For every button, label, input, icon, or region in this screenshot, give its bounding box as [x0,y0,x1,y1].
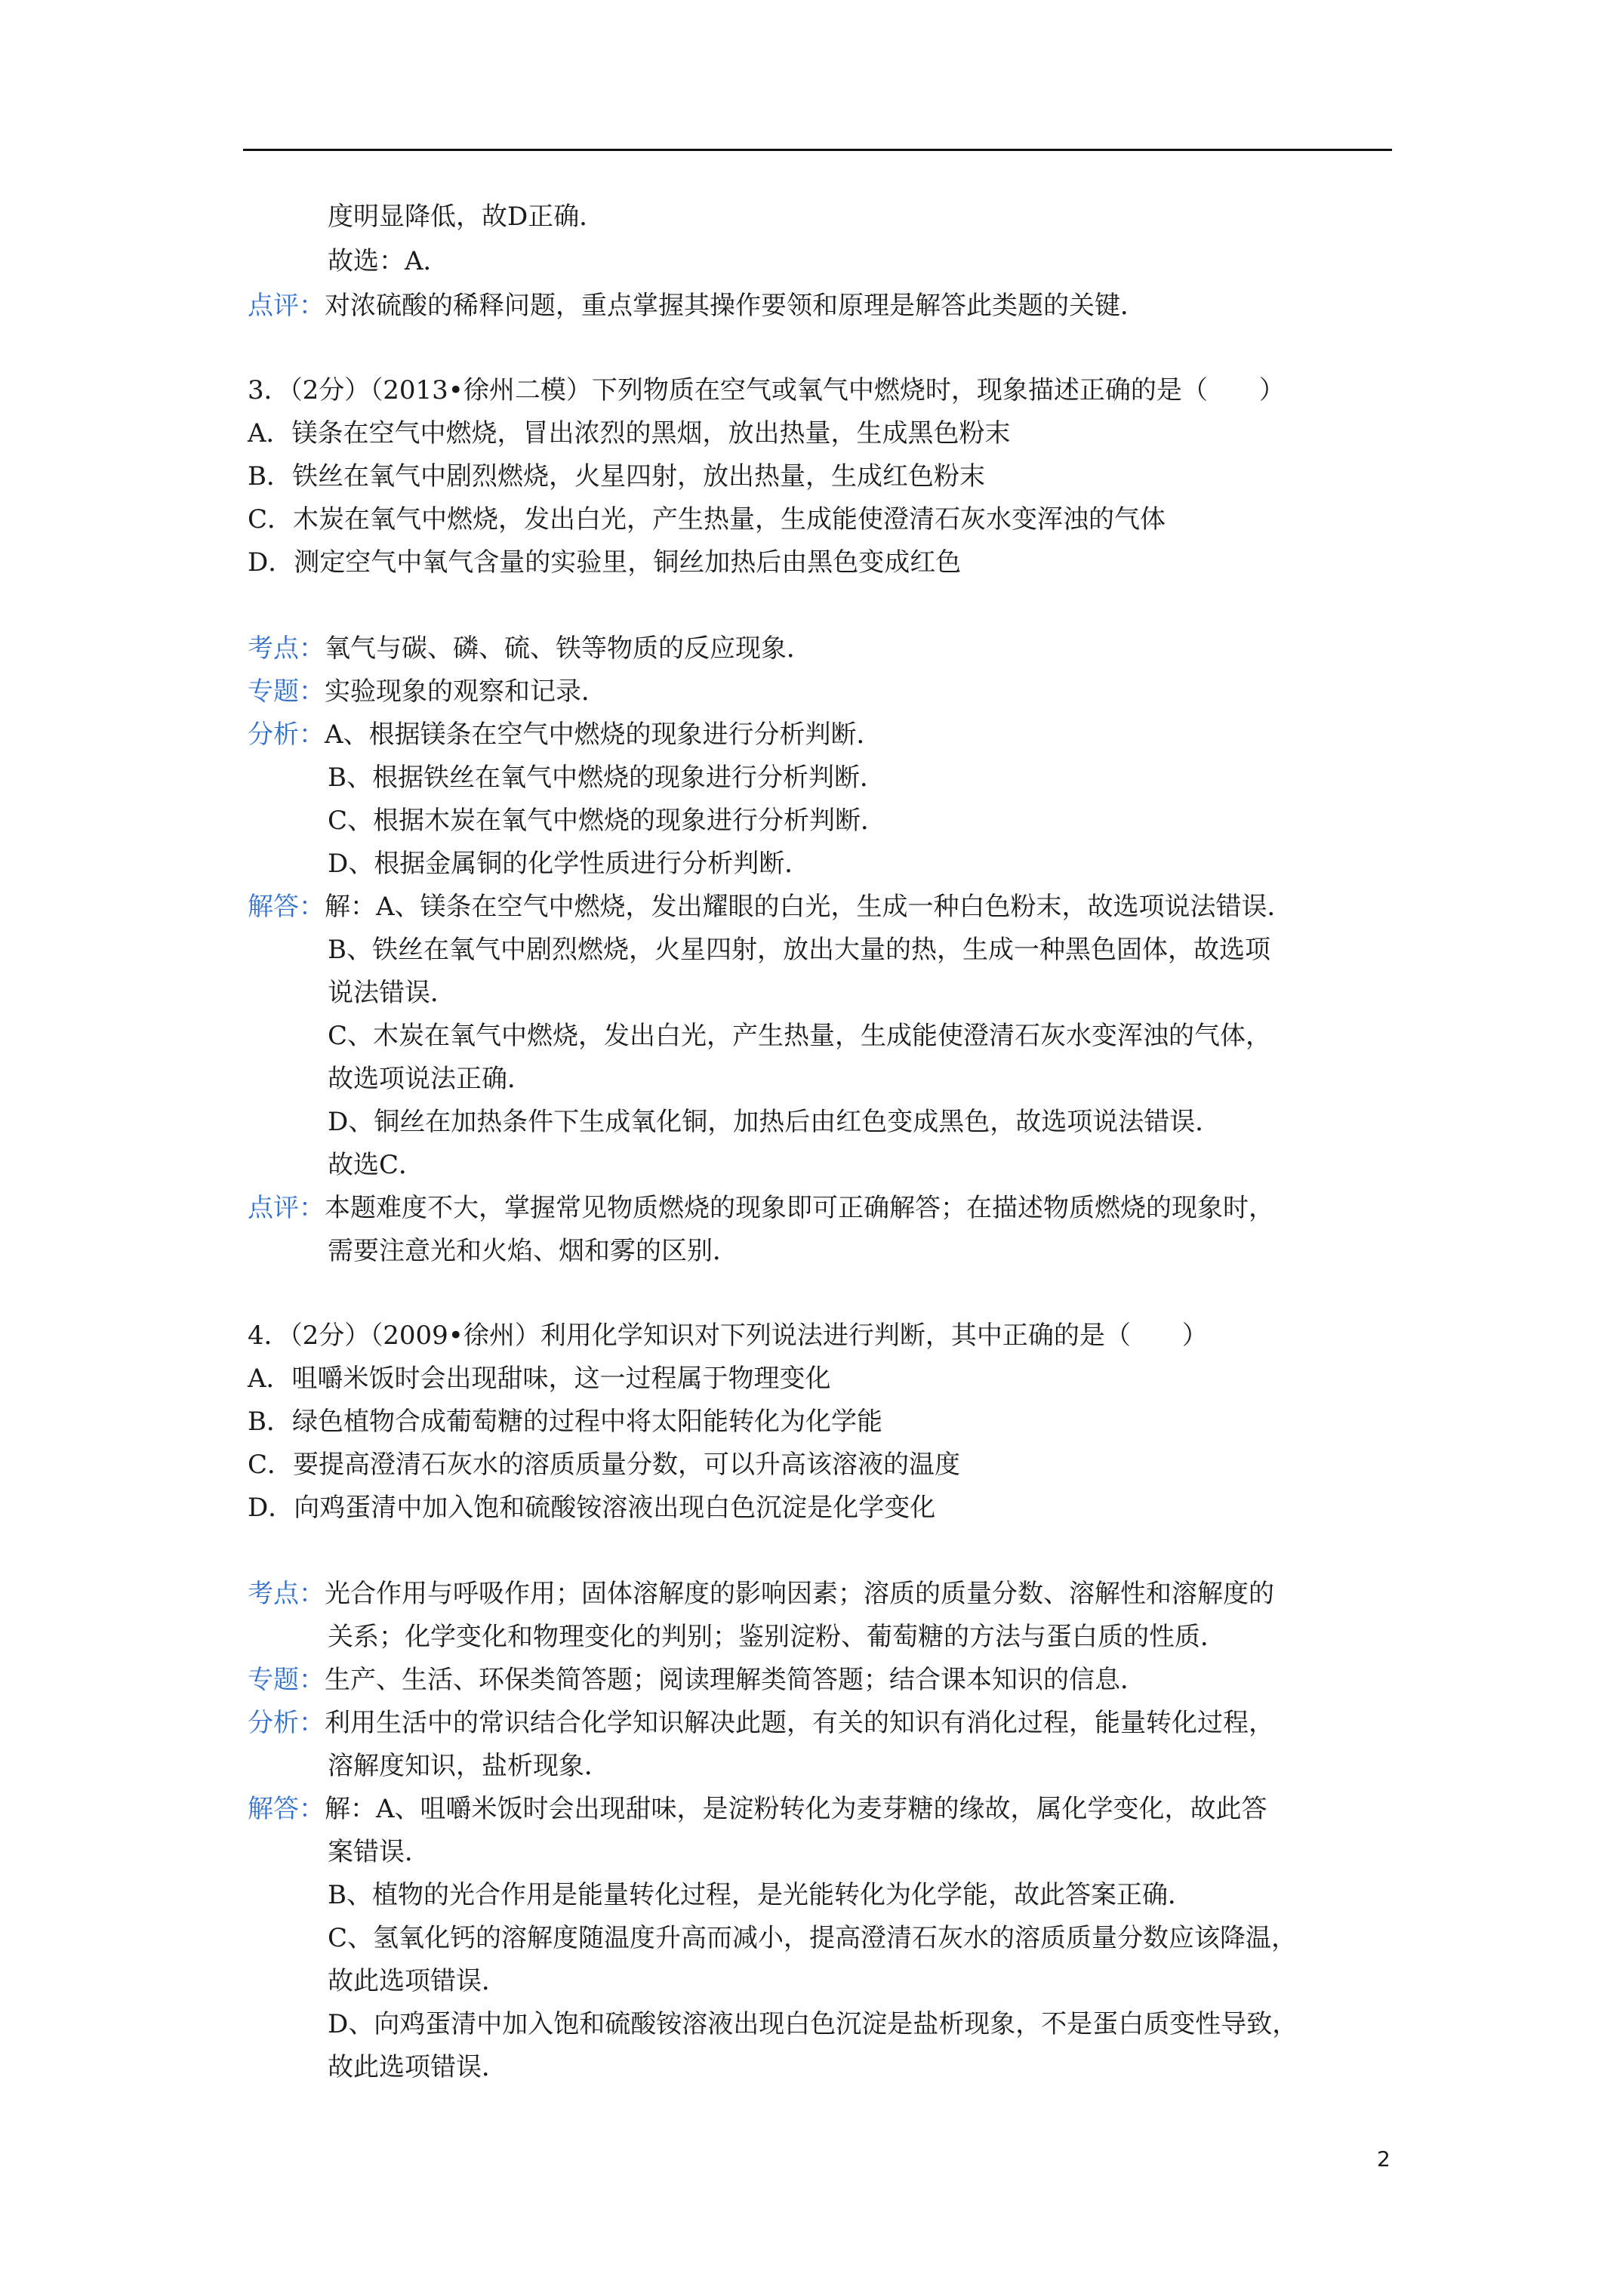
text-line [248,418,1011,449]
text-line [248,290,1146,322]
text-line [248,1707,1274,1739]
text-line [328,1750,610,1782]
line-text: B、植物的光合作用是能量转化过程，是光能转化为化学能，故此答案正确． [328,1880,1193,1910]
line-text: 关系；化学变化和物理变化的判别；鉴别淀粉、葡萄糖的方法与蛋白质的性质． [328,1622,1226,1652]
text-line [248,1492,935,1524]
text-line [328,848,810,880]
text-line [328,245,449,277]
line-text: 故选C． [328,1150,425,1180]
line-text: 需要注意光和火焰、烟和雾的区别． [328,1236,738,1266]
text-line [248,1793,1267,1825]
line-text: C、氢氧化钙的溶解度随温度升高而减小，提高澄清石灰水的溶质质量分数应该降温， [328,1923,1298,1953]
line-text: 利用生活中的常识结合化学知识解决此题，有关的知识有消化过程，能量转化过程， [325,1708,1274,1738]
text-line [248,374,1285,406]
line-text: 本题难度不大，掌握常见物质燃烧的现象即可正确解答；在描述物质燃烧的现象时， [325,1193,1274,1223]
text-line [328,1621,1226,1653]
line-text: 度明显降低，故D正确． [328,202,605,232]
text-line [248,891,1293,923]
text-line [328,934,1270,966]
line-text: 故此选项错误． [328,1966,507,1996]
text-line [248,1664,1146,1696]
line-text: 故此选项错误． [328,2052,507,2082]
line-text: D．测定空气中氧气含量的实验里，铜丝加热后由黑色变成红色 [248,547,962,578]
text-line [328,1235,738,1267]
text-line [248,719,882,750]
section-label: 专题： [248,1665,325,1695]
text-line [328,201,605,233]
section-label: 专题： [248,676,325,707]
text-line [248,1192,1274,1224]
line-text: 故选项说法正确． [328,1064,533,1094]
text-line [328,762,885,794]
text-line [328,1106,1221,1138]
line-text: B．绿色植物合成葡萄糖的过程中将太阳能转化为化学能 [248,1407,882,1437]
text-line [248,547,961,578]
text-line [248,1406,882,1438]
section-label: 考点： [248,633,325,664]
section-label: 解答： [248,1794,325,1824]
text-line [248,676,607,707]
text-line [328,1965,507,1997]
line-text: 说法错误． [328,978,456,1008]
text-line [248,1363,831,1395]
line-text: C．木炭在氧气中燃烧，发出白光，产生热量，生成能使澄清石灰水变浑浊的气体 [248,504,1166,535]
text-line [328,2051,507,2083]
section-label: 点评： [248,1193,325,1223]
line-text: B、根据铁丝在氧气中燃烧的现象进行分析判断． [328,763,885,793]
line-text: 对浓硫酸的稀释问题，重点掌握其操作要领和原理是解答此类题的关键． [325,291,1146,321]
text-line [328,1063,533,1095]
header-rule [243,149,1392,151]
text-line [248,633,812,664]
line-text: 光合作用与呼吸作用；固体溶解度的影响因素；溶质的质量分数、溶解性和溶解度的 [325,1579,1274,1609]
line-text: 氧气与碳、磷、硫、铁等物质的反应现象． [325,633,812,664]
line-text: D、铜丝在加热条件下生成氧化铜，加热后由红色变成黑色，故选项说法错误． [328,1107,1221,1137]
line-text: A．镁条在空气中燃烧，冒出浓烈的黑烟，放出热量，生成黑色粉末 [248,418,1011,448]
section-label: 分析： [248,1708,325,1738]
text-line [328,1922,1297,1954]
line-text: D．向鸡蛋清中加入饱和硫酸铵溶液出现白色沉淀是化学变化 [248,1493,936,1523]
text-line [248,504,1166,535]
line-text: 解：A、镁条在空气中燃烧，发出耀眼的白光，生成一种白色粉末，故选项说法错误． [325,892,1293,922]
text-line [328,1020,1271,1052]
section-label: 分析： [248,720,325,750]
page-number: 2 [1377,2147,1390,2171]
line-text: 案错误． [328,1837,430,1867]
text-line [248,1578,1274,1610]
section-label: 点评： [248,291,325,321]
line-text: 溶解度知识，盐析现象． [328,1751,610,1781]
line-text: A、根据镁条在空气中燃烧的现象进行分析判断． [325,720,882,750]
line-text: 3．（2分）（2013•徐州二模）下列物质在空气或氧气中燃烧时，现象描述正确的是（ ） [248,375,1285,405]
line-text: 实验现象的观察和记录． [325,676,607,707]
section-label: 考点： [248,1579,325,1609]
line-text: 生产、生活、环保类简答题；阅读理解类简答题；结合课本知识的信息． [325,1665,1146,1695]
text-line [248,461,985,492]
line-text: C、木炭在氧气中燃烧，发出白光，产生热量，生成能使澄清石灰水变浑浊的气体， [328,1021,1272,1051]
text-line [328,1149,424,1181]
line-text: B．铁丝在氧气中剧烈燃烧，火星四射，放出热量，生成红色粉末 [248,461,985,492]
text-line [248,1320,1208,1351]
section-label: 解答： [248,892,325,922]
line-text: 故选：A． [328,246,449,276]
line-text: C．要提高澄清石灰水的溶质质量分数，可以升高该溶液的温度 [248,1450,961,1480]
text-line [328,1879,1193,1911]
text-line [248,1449,960,1481]
line-text: D、根据金属铜的化学性质进行分析判断． [328,849,811,879]
line-text: B、铁丝在氧气中剧烈燃烧，火星四射，放出大量的热，生成一种黑色固体，故选项 [328,935,1270,965]
text-line [328,1836,430,1868]
line-text: A．咀嚼米饭时会出现甜味，这一过程属于物理变化 [248,1364,831,1394]
text-line [328,805,886,837]
line-text: C、根据木炭在氧气中燃烧的现象进行分析判断． [328,806,887,836]
line-text: D、向鸡蛋清中加入饱和硫酸铵溶液出现白色沉淀是盐析现象，不是蛋白质变性导致， [328,2009,1298,2039]
text-line [328,2008,1298,2040]
text-line [328,977,456,1009]
line-text: 4．（2分）（2009•徐州）利用化学知识对下列说法进行判断，其中正确的是（ ） [248,1321,1208,1351]
line-text: 解：A、咀嚼米饭时会出现甜味，是淀粉转化为麦芽糖的缘故，属化学变化，故此答 [325,1794,1267,1824]
